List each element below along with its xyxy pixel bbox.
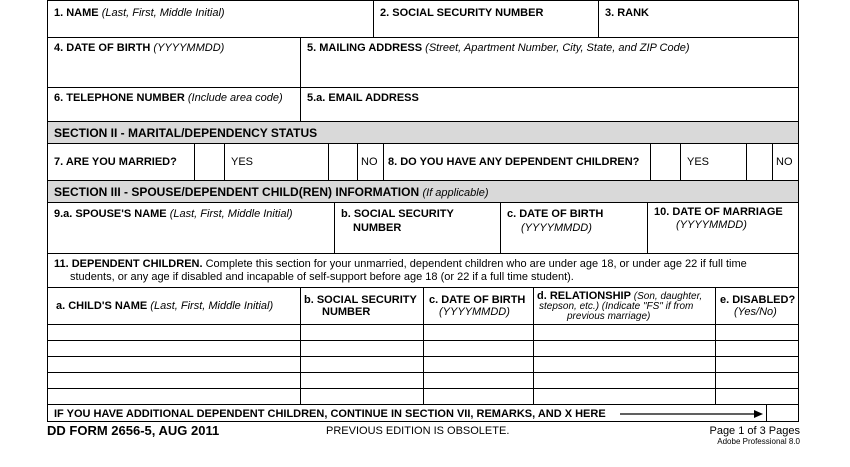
child-relationship-cell[interactable]: [533, 388, 716, 405]
col-d-hint-2: stepson, etc.) (Indicate "FS" if from: [539, 301, 694, 312]
telephone-field[interactable]: [47, 87, 301, 122]
section-2-header: [47, 121, 799, 144]
child-disabled-cell[interactable]: [715, 372, 799, 389]
section-2-title: SECTION II - MARITAL/DEPENDENCY STATUS: [54, 126, 318, 140]
col-c-label-2: (YYYYMMDD): [439, 306, 510, 318]
section-3-header: [47, 180, 799, 203]
continue-note: IF YOU HAVE ADDITIONAL DEPENDENT CHILDREN, CONTINUE IN SECTION VII, REMARKS, AND X HERE: [54, 408, 606, 420]
child-name-cell[interactable]: [47, 356, 301, 373]
rank-label: 3. RANK: [605, 7, 650, 19]
dependent-children-instructions: [47, 253, 799, 288]
married-no-label-cell: [357, 143, 384, 181]
col-c-label-1: c. DATE OF BIRTH: [429, 294, 526, 306]
child-disabled-cell[interactable]: [715, 388, 799, 405]
married-label: 7. ARE YOU MARRIED?: [54, 156, 177, 168]
dependents-yes-label: YES: [687, 156, 710, 168]
arrow-right-icon: [620, 409, 764, 419]
dependents-question: [383, 143, 651, 181]
spouse-ssn-field[interactable]: [334, 202, 501, 254]
dependent-children-title: 11. DEPENDENT CHILDREN.: [54, 258, 203, 270]
phone-label: 6. TELEPHONE NUMBER: [54, 92, 185, 104]
dependent-children-text-2: students, or any age if disabled and incapable of self-support before age 18 (or 22 if a full time student).: [70, 271, 574, 283]
col-e-label-2: (Yes/No): [734, 306, 777, 318]
child-name-cell[interactable]: [47, 324, 301, 341]
dependents-no-label-cell: [772, 143, 799, 181]
section-3-hint: (If applicable): [422, 187, 489, 199]
child-name-cell[interactable]: [47, 372, 301, 389]
child-ssn-cell[interactable]: [300, 324, 424, 341]
dependents-yes-checkbox[interactable]: [650, 143, 681, 181]
phone-hint: (Include area code): [187, 92, 283, 104]
section-3-title: SECTION III - SPOUSE/DEPENDENT CHILD(REN) INFORMATION: [54, 185, 420, 199]
child-disabled-cell[interactable]: [715, 324, 799, 341]
spouse-dob-field[interactable]: [500, 202, 648, 254]
child-ssn-cell[interactable]: [300, 372, 424, 389]
marriage-date-hint: (YYYYMMDD): [676, 219, 747, 231]
col-header-ssn: [300, 287, 424, 325]
child-relationship-cell[interactable]: [533, 324, 716, 341]
continue-note-row: [47, 404, 767, 422]
col-d-label: d. RELATIONSHIP: [537, 290, 631, 302]
child-disabled-cell[interactable]: [715, 340, 799, 357]
dependents-no-label: NO: [776, 156, 793, 168]
col-header-relationship: [533, 287, 716, 325]
child-relationship-cell[interactable]: [533, 372, 716, 389]
name-field[interactable]: [47, 0, 374, 38]
child-ssn-cell[interactable]: [300, 340, 424, 357]
col-d-hint-1: (Son, daughter,: [633, 291, 703, 302]
spouse-name-field[interactable]: [47, 202, 335, 254]
child-disabled-cell[interactable]: [715, 356, 799, 373]
child-dob-cell[interactable]: [423, 340, 534, 357]
col-b-label-1: b. SOCIAL SECURITY: [304, 294, 417, 306]
spouse-dob-label: c. DATE OF BIRTH: [507, 208, 604, 220]
dependents-no-checkbox[interactable]: [746, 143, 773, 181]
address-label: 5. MAILING ADDRESS: [307, 42, 423, 54]
software-note: Adobe Professional 8.0: [717, 437, 800, 446]
married-no-checkbox[interactable]: [328, 143, 358, 181]
spouse-name-hint: (Last, First, Middle Initial): [169, 208, 293, 220]
col-e-label-1: e. DISABLED?: [720, 294, 796, 306]
married-yes-label: YES: [231, 156, 254, 168]
col-b-label-2: NUMBER: [322, 306, 371, 318]
dob-hint: (YYYYMMDD): [153, 42, 225, 54]
spouse-name-label: 9.a. SPOUSE'S NAME: [54, 208, 167, 220]
email-label: 5.a. EMAIL ADDRESS: [307, 92, 419, 104]
child-dob-cell[interactable]: [423, 356, 534, 373]
child-relationship-cell[interactable]: [533, 340, 716, 357]
dependent-children-text-1: Complete this section for your unmarried, dependent children who are under age 18, or under age 22 if full time: [205, 258, 747, 270]
child-ssn-cell[interactable]: [300, 388, 424, 405]
page-number: Page 1 of 3 Pages: [709, 425, 800, 437]
name-label: 1. NAME: [54, 7, 99, 19]
spouse-ssn-label-1: b. SOCIAL SECURITY: [341, 208, 454, 220]
dob-field[interactable]: [47, 37, 301, 88]
ssn-label: 2. SOCIAL SECURITY NUMBER: [380, 7, 544, 19]
spouse-ssn-label-2: NUMBER: [353, 222, 402, 234]
dob-label: 4. DATE OF BIRTH: [54, 42, 151, 54]
col-a-label: a. CHILD'S NAME: [56, 300, 148, 312]
col-a-hint: (Last, First, Middle Initial): [150, 300, 274, 312]
col-header-dob: [423, 287, 534, 325]
married-yes-checkbox[interactable]: [194, 143, 225, 181]
col-header-disabled: [715, 287, 799, 325]
child-relationship-cell[interactable]: [533, 356, 716, 373]
edition-note: PREVIOUS EDITION IS OBSOLETE.: [326, 425, 510, 437]
rank-field[interactable]: [598, 0, 799, 38]
married-no-label: NO: [361, 156, 378, 168]
dependents-yes-label-cell: [680, 143, 747, 181]
child-dob-cell[interactable]: [423, 372, 534, 389]
form-id: DD FORM 2656-5, AUG 2011: [47, 423, 220, 438]
child-dob-cell[interactable]: [423, 388, 534, 405]
married-yes-label-cell: [224, 143, 329, 181]
child-name-cell[interactable]: [47, 388, 301, 405]
col-header-childs-name: [47, 287, 301, 325]
married-question: [47, 143, 195, 181]
col-d-hint-3: previous marriage): [567, 311, 651, 322]
dependents-label: 8. DO YOU HAVE ANY DEPENDENT CHILDREN?: [388, 156, 640, 168]
child-name-cell[interactable]: [47, 340, 301, 357]
continue-x-box[interactable]: [766, 404, 799, 422]
ssn-field[interactable]: [373, 0, 599, 38]
child-dob-cell[interactable]: [423, 324, 534, 341]
marriage-date-label: 10. DATE OF MARRIAGE: [654, 206, 783, 218]
email-field[interactable]: [300, 87, 799, 122]
marriage-date-field[interactable]: [647, 202, 799, 254]
spouse-dob-hint: (YYYYMMDD): [521, 222, 592, 234]
mailing-address-field[interactable]: [300, 37, 799, 88]
name-hint: (Last, First, Middle Initial): [101, 7, 225, 19]
dd-form-2656-5: [47, 0, 799, 422]
address-hint: (Street, Apartment Number, City, State, and ZIP Code): [425, 42, 690, 54]
child-ssn-cell[interactable]: [300, 356, 424, 373]
